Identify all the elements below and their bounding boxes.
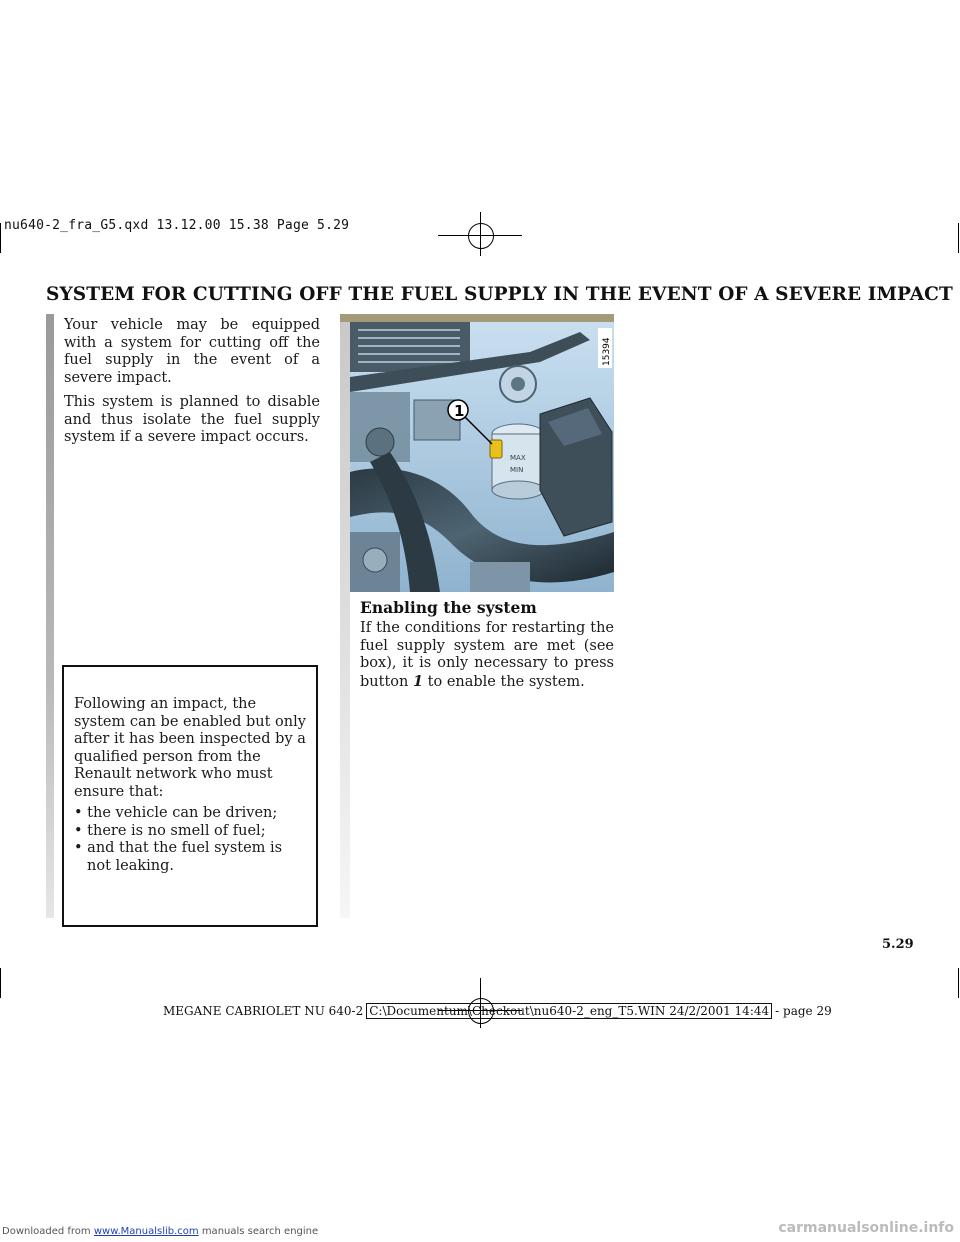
middle-margin-bar	[340, 314, 350, 918]
callout-number: 1	[454, 402, 465, 420]
page-heading: SYSTEM FOR CUTTING OFF THE FUEL SUPPLY IN THE EVENT OF A SEVERE IMPACT	[46, 284, 953, 305]
photo-top-band	[340, 314, 614, 322]
download-note	[2, 1226, 318, 1237]
download-prefix: Downloaded from	[2, 1226, 94, 1237]
registration-circle	[468, 223, 494, 249]
enabling-body	[360, 620, 614, 691]
enabling-title: Enabling the system	[360, 598, 537, 617]
download-suffix: manuals search engine	[198, 1226, 319, 1237]
warning-bullet: • and that the fuel system is not leaking.	[74, 840, 308, 875]
engine-bay-illustration	[350, 322, 614, 592]
warning-intro: Following an impact, the system can be enabled but only after it has been inspected by a qualified person from the Renault network who must ensure that:	[74, 696, 306, 800]
photo-reference-code: 15394	[602, 337, 612, 366]
footer-path: C:\Documentum\Checkout\nu640-2_eng_T5.WIN 24/2/2001 14:44	[366, 1003, 772, 1019]
footer-model: MEGANE CABRIOLET NU 640-2	[163, 1004, 364, 1018]
intro-text	[64, 317, 320, 454]
crop-mark	[958, 223, 959, 253]
warning-list	[74, 805, 308, 875]
svg-text:MIN: MIN	[510, 466, 524, 474]
site-watermark: carmanualsonline.info	[778, 1220, 954, 1236]
intro-paragraph-1: Your vehicle may be equipped with a system for cutting off the fuel supply in the event of a severe impact.	[64, 317, 320, 386]
left-margin-bar	[46, 314, 54, 918]
warning-box	[62, 665, 318, 927]
enabling-text-after: to enable the system.	[423, 673, 585, 690]
manualslib-link[interactable]: www.Manualslib.com	[93, 1226, 199, 1237]
footer-page: - page 29	[775, 1004, 832, 1018]
warning-bullet: • the vehicle can be driven;	[74, 805, 308, 823]
print-footer	[163, 1003, 832, 1019]
warning-bullet: • there is no smell of fuel;	[74, 823, 308, 841]
print-slug: nu640-2_fra_G5.qxd 13.12.00 15.38 Page 5.29	[4, 218, 350, 233]
crop-mark	[958, 968, 959, 998]
enabling-text-before: If the conditions for restarting the fuel supply system are met (see box), it is only necessary to press button	[360, 620, 614, 690]
engine-bay-photo	[350, 322, 614, 592]
button-reference: 1	[412, 672, 424, 690]
svg-text:MAX: MAX	[510, 454, 526, 462]
page-number: 5.29	[882, 937, 914, 952]
crop-mark	[0, 223, 1, 253]
crop-mark	[0, 968, 1, 998]
warning-content	[74, 696, 308, 875]
intro-paragraph-2: This system is planned to disable and thus isolate the fuel supply system if a severe impact occurs.	[64, 394, 320, 445]
